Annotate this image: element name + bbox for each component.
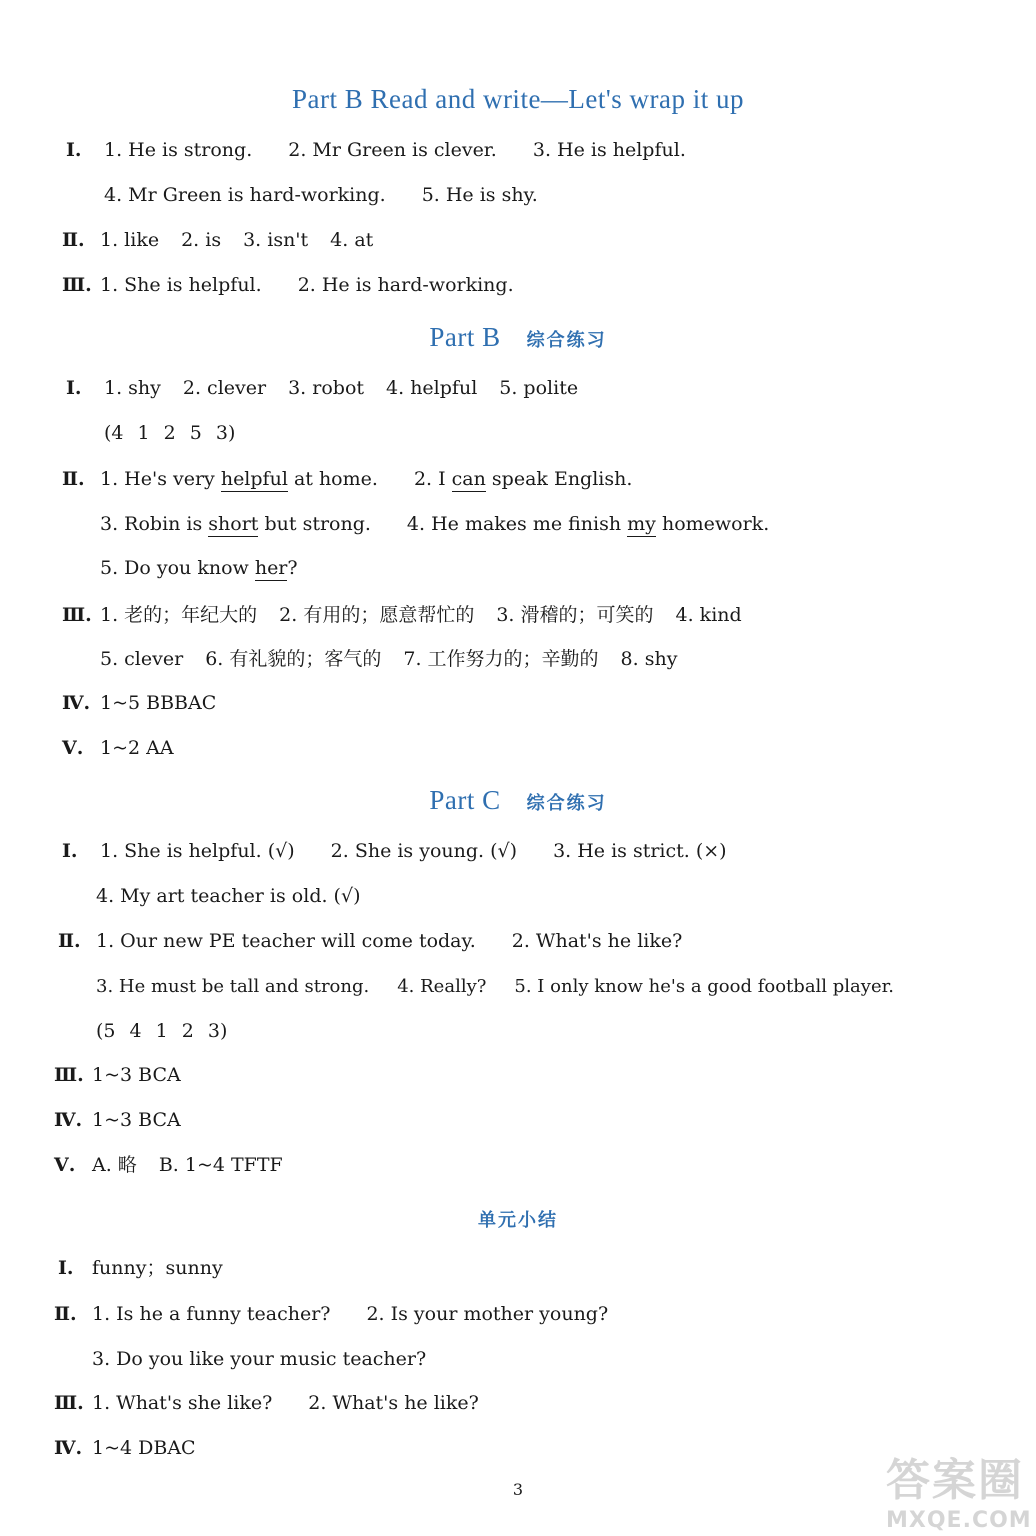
answer-line — [66, 137, 686, 163]
answer-item: 1. Is he a funny teacher? — [92, 1303, 331, 1325]
sentence-text: 3. Robin is — [100, 513, 209, 535]
answer-item: 2. He is hard-working. — [297, 274, 514, 296]
roman-numeral: Ⅴ. — [62, 737, 84, 759]
answer-item: 3. He is strict. (×) — [553, 840, 727, 862]
watermark-logo — [886, 1444, 1032, 1533]
heading-text: Part B Read and write—Let's wrap it up — [291, 84, 744, 114]
answer-item: 3. Do you like your music teacher? — [92, 1348, 427, 1370]
answer-item: 5. polite — [499, 377, 579, 399]
answer-line — [54, 1390, 479, 1416]
answer-order: (5 4 1 2 3) — [96, 1020, 228, 1042]
answer-line — [58, 1255, 223, 1281]
answer-item: 1. She is helpful. — [100, 274, 262, 296]
roman-numeral: Ⅱ. — [62, 468, 85, 490]
roman-numeral: Ⅳ. — [54, 1437, 83, 1459]
page-number: 3 — [512, 1480, 524, 1499]
answer-item: 2. 有用的；愿意帮忙的 — [279, 604, 475, 626]
answer-item: 5. I only know he's a good football player. — [514, 976, 894, 997]
sentence-text: speak English. — [485, 468, 633, 490]
answer-item: 3. 滑稽的；可笑的 — [496, 604, 654, 626]
roman-numeral: Ⅲ. — [62, 274, 92, 296]
watermark-top-text: 答案圈 — [886, 1455, 1024, 1506]
roman-numeral: Ⅲ. — [54, 1392, 84, 1414]
answer-item: 1. She is helpful. (√) — [100, 840, 295, 862]
sentence-text: ? — [287, 557, 298, 579]
answer-item: 6. 有礼貌的；客气的 — [205, 648, 382, 670]
roman-numeral: Ⅲ. — [62, 604, 92, 626]
sentence-text: homework. — [655, 513, 770, 535]
sentence-text: 4. He makes me finish — [406, 513, 628, 535]
roman-numeral: Ⅱ. — [54, 1303, 77, 1325]
sentence-text: 1. He's very — [100, 468, 221, 490]
answer-item: 3. isn't — [243, 229, 309, 251]
answer-line — [96, 1018, 227, 1044]
answer-item: 1~3 BCA — [92, 1064, 181, 1086]
roman-numeral: Ⅳ. — [62, 692, 91, 714]
heading-subtitle: 综合练习 — [526, 793, 607, 814]
roman-numeral: Ⅴ. — [54, 1154, 76, 1176]
answer-line — [104, 420, 235, 446]
answer-item: 3. robot — [288, 377, 365, 399]
answer-line — [100, 555, 298, 581]
answer-item: 2. What's he like? — [511, 930, 683, 952]
heading-text: Part B — [429, 322, 501, 352]
sentence-text: 2. I — [413, 468, 452, 490]
answer-item: 4. Really? — [397, 976, 487, 997]
answer-item: B. 1~4 TFTF — [158, 1154, 283, 1176]
answer-item: 5. He is shy. — [421, 184, 538, 206]
answer-line — [62, 272, 514, 298]
answer-line — [54, 1152, 283, 1178]
answer-line — [100, 511, 769, 537]
answer-item: 1~5 BBBAC — [100, 692, 217, 714]
heading-subtitle: 单元小结 — [478, 1210, 558, 1231]
answer-item: 2. Is your mother young? — [366, 1303, 609, 1325]
answer-line — [54, 1107, 181, 1133]
underlined-word: my — [627, 513, 656, 535]
heading-subtitle: 综合练习 — [526, 330, 607, 351]
answer-item: 2. is — [181, 229, 222, 251]
answer-item: 2. Mr Green is clever. — [288, 139, 497, 161]
answer-item: 3. He is helpful. — [532, 139, 686, 161]
answer-item: 4. Mr Green is hard-working. — [104, 184, 386, 206]
answer-item: 2. What's he like? — [308, 1392, 479, 1414]
answer-line — [96, 883, 361, 909]
answer-item: 7. 工作努力的；辛勤的 — [403, 648, 599, 670]
answer-item: 1. shy — [104, 377, 161, 399]
roman-numeral: Ⅰ. — [66, 377, 82, 399]
answer-item: 8. shy — [620, 648, 678, 670]
answer-line — [58, 928, 682, 954]
roman-numeral: Ⅲ. — [54, 1064, 84, 1086]
section-heading-read-and-write — [0, 84, 1036, 115]
answer-item: 4. at — [330, 229, 374, 251]
answer-line — [62, 838, 727, 864]
answer-line — [54, 1435, 196, 1461]
answer-line — [92, 1346, 426, 1372]
roman-numeral: Ⅰ. — [58, 1257, 74, 1279]
roman-numeral: Ⅱ. — [62, 229, 85, 251]
answer-item: 1~2 AA — [100, 737, 174, 759]
sentence-text: at home. — [287, 468, 378, 490]
underlined-word: can — [451, 468, 486, 490]
section-heading-part-c-practice — [0, 785, 1036, 816]
underlined-word: her — [254, 557, 288, 579]
answer-line — [54, 1301, 608, 1327]
section-heading-part-b-practice — [0, 322, 1036, 353]
answer-item: 1. 老的；年纪大的 — [100, 604, 258, 626]
answer-item: 4. kind — [675, 604, 742, 626]
answer-item: 3. He must be tall and strong. — [96, 976, 370, 997]
answer-item: 1. He is strong. — [104, 139, 253, 161]
roman-numeral: Ⅰ. — [66, 139, 82, 161]
answer-item: 5. clever — [100, 648, 184, 670]
answer-line — [62, 735, 174, 761]
heading-text: Part C — [429, 785, 501, 815]
underlined-word: helpful — [220, 468, 288, 490]
answer-line — [62, 227, 373, 253]
answer-item: 4. helpful — [386, 377, 478, 399]
answer-line — [104, 182, 538, 208]
answer-line — [66, 375, 578, 401]
watermark-bottom-text: MXQE.COM — [886, 1508, 1032, 1533]
answer-order: (4 1 2 5 3) — [104, 422, 236, 444]
answer-item: 1~4 DBAC — [92, 1437, 196, 1459]
answer-line — [62, 690, 216, 716]
sentence-text: but strong. — [258, 513, 371, 535]
answer-line — [62, 466, 632, 492]
answer-item: 1. Our new PE teacher will come today. — [96, 930, 476, 952]
answer-item: 1~3 BCA — [92, 1109, 181, 1131]
answer-item: 1. What's she like? — [92, 1392, 273, 1414]
answer-item: A. 略 — [92, 1154, 137, 1176]
roman-numeral: Ⅱ. — [58, 930, 81, 952]
answer-line — [100, 646, 677, 672]
answer-item: funny；sunny — [92, 1257, 223, 1279]
answer-item: 4. My art teacher is old. (√) — [96, 885, 361, 907]
roman-numeral: Ⅳ. — [54, 1109, 83, 1131]
answer-line — [62, 602, 742, 628]
sentence-text: 5. Do you know — [100, 557, 255, 579]
answer-line — [54, 1062, 181, 1088]
underlined-word: short — [208, 513, 259, 535]
section-heading-unit-summary — [0, 1206, 1036, 1232]
answer-item: 1. like — [100, 229, 160, 251]
answer-item: 2. She is young. (√) — [330, 840, 518, 862]
answer-line — [96, 974, 894, 1000]
answer-item: 2. clever — [182, 377, 267, 399]
roman-numeral: Ⅰ. — [62, 840, 78, 862]
